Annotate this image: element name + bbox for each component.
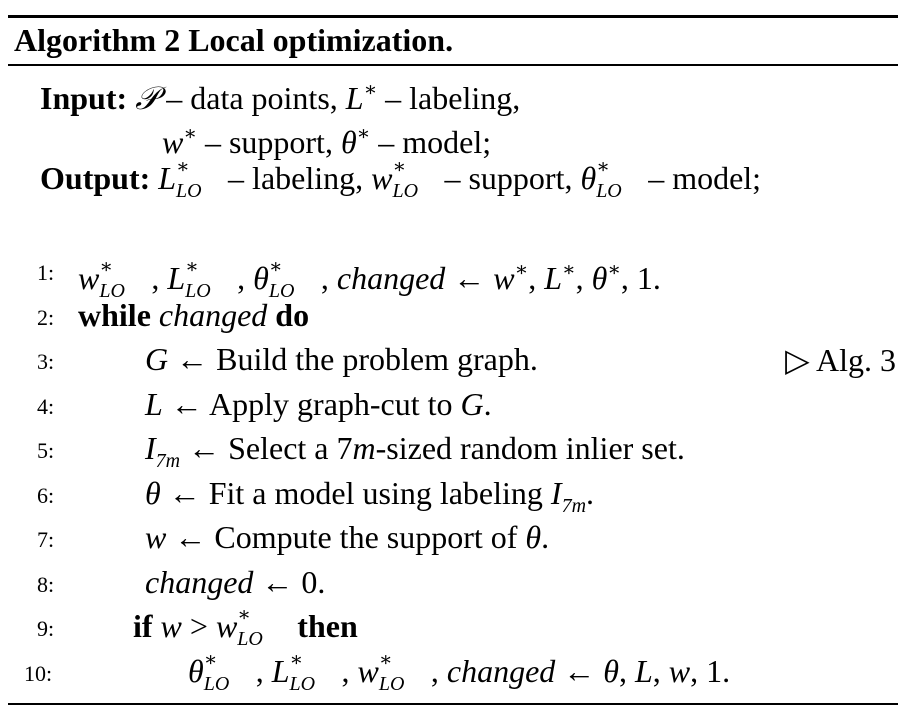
output-text: L ∗ LO – labeling, w ∗ LO – support, θ ∗ LO – model;	[158, 156, 762, 202]
input-line-2: w∗ – support, θ∗ – model;	[162, 123, 492, 160]
top-rule	[8, 15, 898, 18]
step-8: changed ← 0.	[145, 564, 326, 600]
step-number: 2:	[37, 305, 55, 330]
step-number: 6:	[37, 483, 55, 508]
step-9: if w > w ∗ LO then	[133, 604, 358, 650]
step-3: G ← Build the problem graph.	[145, 341, 538, 377]
step-5: $I_{7m}$ ← Select a 7m-sized random inlier set.	[145, 430, 685, 472]
step-3-comment: ▷ Alg. 3	[785, 342, 896, 378]
step-4: L ← Apply graph-cut to G.	[145, 386, 492, 422]
step-1: w ∗ LO , L ∗ LO , θ ∗ LO , changed ← w∗, L∗, θ∗, 1.	[78, 256, 661, 302]
step-number: 10:	[24, 661, 53, 686]
input-label: Input:	[40, 80, 128, 116]
step-2: while changed do	[78, 297, 310, 333]
output-label: Output:	[40, 160, 151, 196]
step-number: 7:	[37, 527, 55, 552]
step-number: 4:	[37, 394, 55, 419]
step-6: θ ← Fit a model using labeling $I_{7m}$.	[145, 475, 595, 517]
step-number: 3:	[37, 349, 55, 374]
step-10: θ ∗ LO , L ∗ LO , w ∗ LO , changed ← θ, L, w, 1.	[188, 649, 731, 695]
algorithm-title: Algorithm 2 Local optimization.	[14, 22, 454, 58]
step-number: 1:	[37, 260, 55, 285]
step-7: w ← Compute the support of θ.	[145, 519, 550, 555]
input-line-1	[40, 72, 520, 116]
output-line	[40, 156, 762, 202]
step-number: 9:	[37, 616, 55, 641]
input-text-1: 𝒫 – data points, L∗ – labeling,	[135, 79, 521, 116]
step-number: 8:	[37, 572, 55, 597]
title-rule	[8, 64, 898, 66]
step-number: 5:	[37, 438, 55, 463]
bottom-rule	[8, 703, 898, 705]
